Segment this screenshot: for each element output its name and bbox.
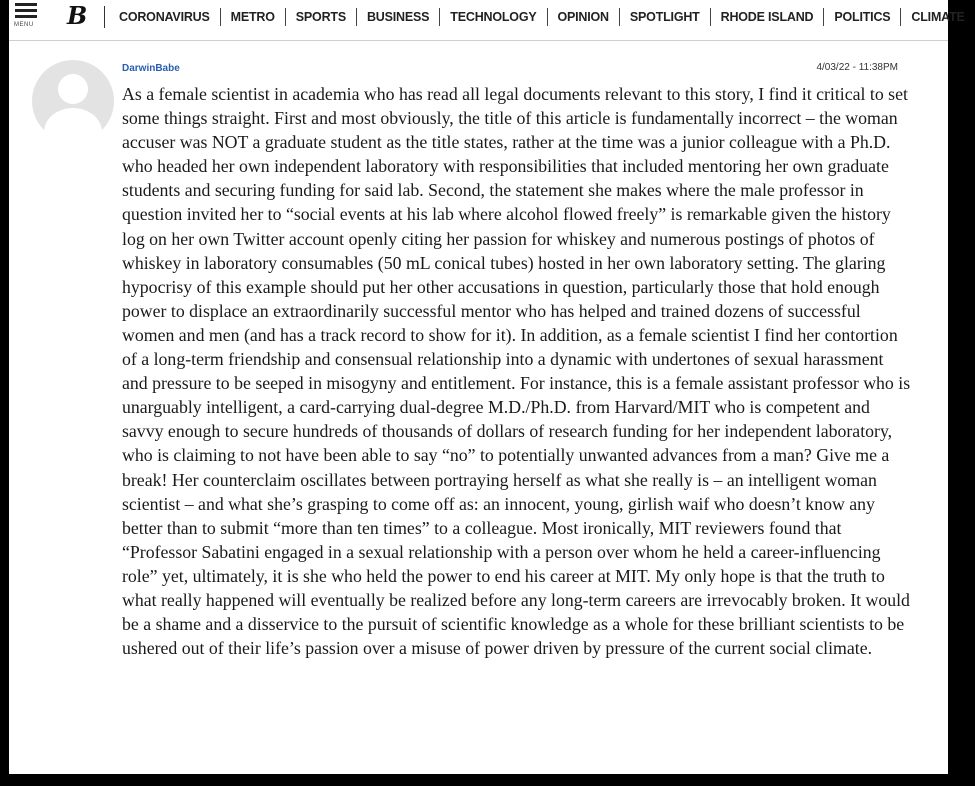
page-frame (9, 0, 965, 774)
hamburger-icon-bar (15, 3, 37, 6)
nav-item-climate[interactable]: CLIMATE (911, 10, 965, 24)
comment-timestamp: 4/03/22 - 11:38PM (816, 62, 898, 73)
menu-button[interactable] (11, 0, 41, 32)
nav-item-technology[interactable]: TECHNOLOGY (450, 10, 537, 24)
comment-author[interactable]: DarwinBabe (122, 63, 180, 74)
nav-item-opinion[interactable]: OPINION (557, 10, 609, 24)
site-logo[interactable]: B (67, 1, 88, 30)
nav-item-spotlight[interactable]: SPOTLIGHT (629, 10, 700, 24)
avatar-shoulders (44, 108, 102, 156)
nav-item-coronavirus[interactable]: CORONAVIRUS (119, 10, 210, 24)
menu-label: MENU (14, 22, 34, 28)
top-navbar (9, 0, 965, 41)
hamburger-icon-bar (15, 15, 37, 18)
avatar-head (58, 74, 88, 104)
section-nav (109, 6, 975, 28)
nav-item-business[interactable]: BUSINESS (366, 10, 430, 24)
divider (104, 6, 105, 28)
nav-item-rhode-island[interactable]: RHODE ISLAND (720, 10, 814, 24)
user-avatar-icon (32, 60, 114, 142)
hamburger-icon-bar (15, 9, 37, 12)
comment-body: As a female scientist in academia who has read all legal documents relevant to this story, I find it critical to set some things straight. First and most obviously, the title of this article is fundamentally incorrect – the woman accuser was NOT a graduate student as the title states, rather at the time was a junior colleague with a Ph.D. who headed her own independent laboratory with responsibilities that included mentoring her own graduate students and securing funding for said lab. Second, the statement she makes where the male professor in question invited her to “social events at his lab where alcohol flowed freely” is remarkable given the history log on her own Twitter account openly citing her passion for whiskey and numerous postings of photos of whiskey in laboratory consumables (50 mL conical tubes) hosted in her own laboratory setting. The glaring hypocrisy of this example should put her other accusations in question, particularly those that hold enough power to displace an extraordinarily successful mentor who has helped and trained dozens of successful women and men (and has a track record to show for it). In addition, as a female scientist I find her contortion of a long-term friendship and consensual relationship into a dynamic with undertones of sexual harassment and pressure to be seeped in misogyny and entitlement. For instance, this is a female assistant professor who is unarguably intelligent, a card-carrying dual-degree M.D./Ph.D. from Harvard/MIT who is competent and savvy enough to secure hundreds of thousands of dollars of research funding for her independent laboratory, who is claiming to not have been able to say “no” to potentially unwanted advances from a man? Give me a break! Her counterclaim oscillates between portraying herself as what she really is – an intelligent woman scientist – and what she’s grasping to come off as: an innocent, young, girlish waif who doesn’t know any better than to submit “more than ten times” to a colleague. Most ironically, MIT reviewers found that “Professor Sabatini engaged in a sexual relationship with a person over whom he held a career-influencing role” yet, ultimately, it is she who held the power to end his career at MIT. My only hope is that the truth to what really happened will eventually be realized before any long-term careers are irrevocably broken. It would be a shame and a disservice to the pursuit of scientific knowledge as a whole for these brilliant scientists to be ushered out of their life’s passion over a misuse of power driven by pressure of the current social climate. (122, 84, 911, 659)
nav-item-politics[interactable]: POLITICS (834, 10, 891, 24)
nav-item-sports[interactable]: SPORTS (295, 10, 346, 24)
nav-item-metro[interactable]: METRO (230, 10, 275, 24)
